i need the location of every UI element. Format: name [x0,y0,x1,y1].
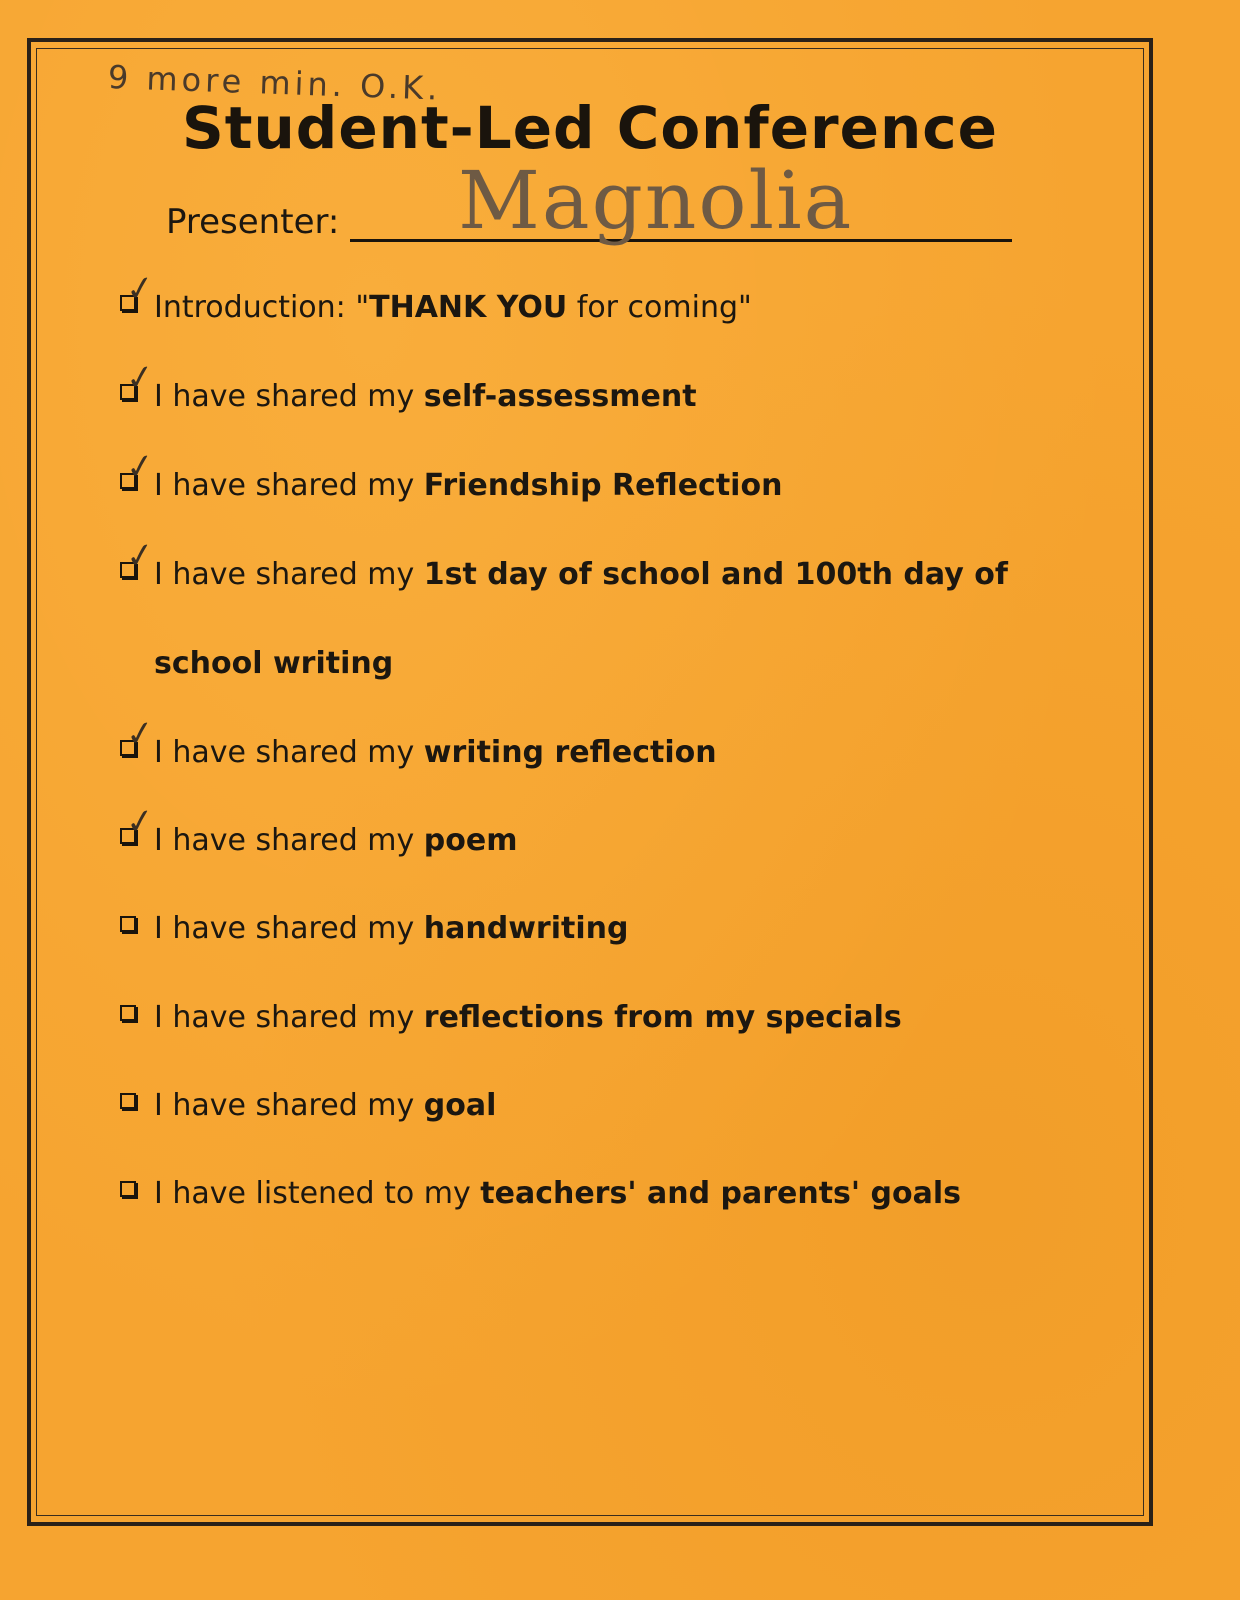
checklist-item-text [154,375,697,419]
checklist-item-text [154,286,752,330]
check-mark-icon: ✓ [123,445,158,489]
item-prefix: I have shared my [154,911,424,946]
item-prefix: I have shared my [154,823,424,858]
item-emphasis: 1st day of school and 100th day of [423,557,1008,592]
inner-border [36,48,1144,1516]
item-emphasis: reflections from my specials [423,1000,902,1035]
item-prefix: I have shared my [154,1088,424,1123]
check-mark-icon: ✓ [123,356,158,400]
presenter-label: Presenter: [166,202,340,242]
page-title: Student-Led Conference [182,94,998,162]
item-emphasis: goal [423,1088,497,1123]
item-emphasis: writing reflection [423,735,717,770]
check-mark-icon: ✓ [123,534,158,578]
item-prefix: Introduction: " [154,290,370,325]
item-prefix: I have shared my [154,557,424,592]
item-emphasis: Friendship Reflection [423,468,783,503]
checklist-item-text [154,731,717,775]
item-prefix: I have listened to my [154,1176,481,1211]
checkbox[interactable] [120,1093,136,1109]
item-prefix: I have shared my [154,468,424,503]
item-emphasis: poem [423,823,518,858]
item-emphasis: handwriting [423,911,629,946]
checkbox[interactable] [120,916,136,932]
item-prefix: I have shared my [154,735,424,770]
item-prefix: I have shared my [154,1000,424,1035]
item-emphasis: teachers' and parents' goals [480,1176,961,1211]
checklist-item-continuation: school writing [154,646,394,681]
checkbox[interactable] [120,1005,136,1021]
check-mark-icon: ✓ [123,800,158,844]
checklist-item-text [154,464,782,508]
handwritten-note: 9 more min. O.K. [107,58,442,108]
presenter-name-handwritten: Magnolia [458,154,854,247]
item-suffix: for coming" [567,290,752,325]
checklist-item-text [154,1084,496,1128]
checklist-item-text [154,907,628,951]
item-emphasis: self-assessment [423,379,697,414]
item-prefix: I have shared my [154,379,424,414]
checklist-item-text [154,996,902,1040]
checklist-item-text [154,1172,961,1216]
check-mark-icon: ✓ [123,267,158,311]
check-mark-icon: ✓ [123,712,158,756]
checkbox[interactable] [120,1181,136,1197]
checklist-item-text [154,553,1008,597]
checklist-item-text [154,819,517,863]
item-emphasis: THANK YOU [369,290,568,325]
